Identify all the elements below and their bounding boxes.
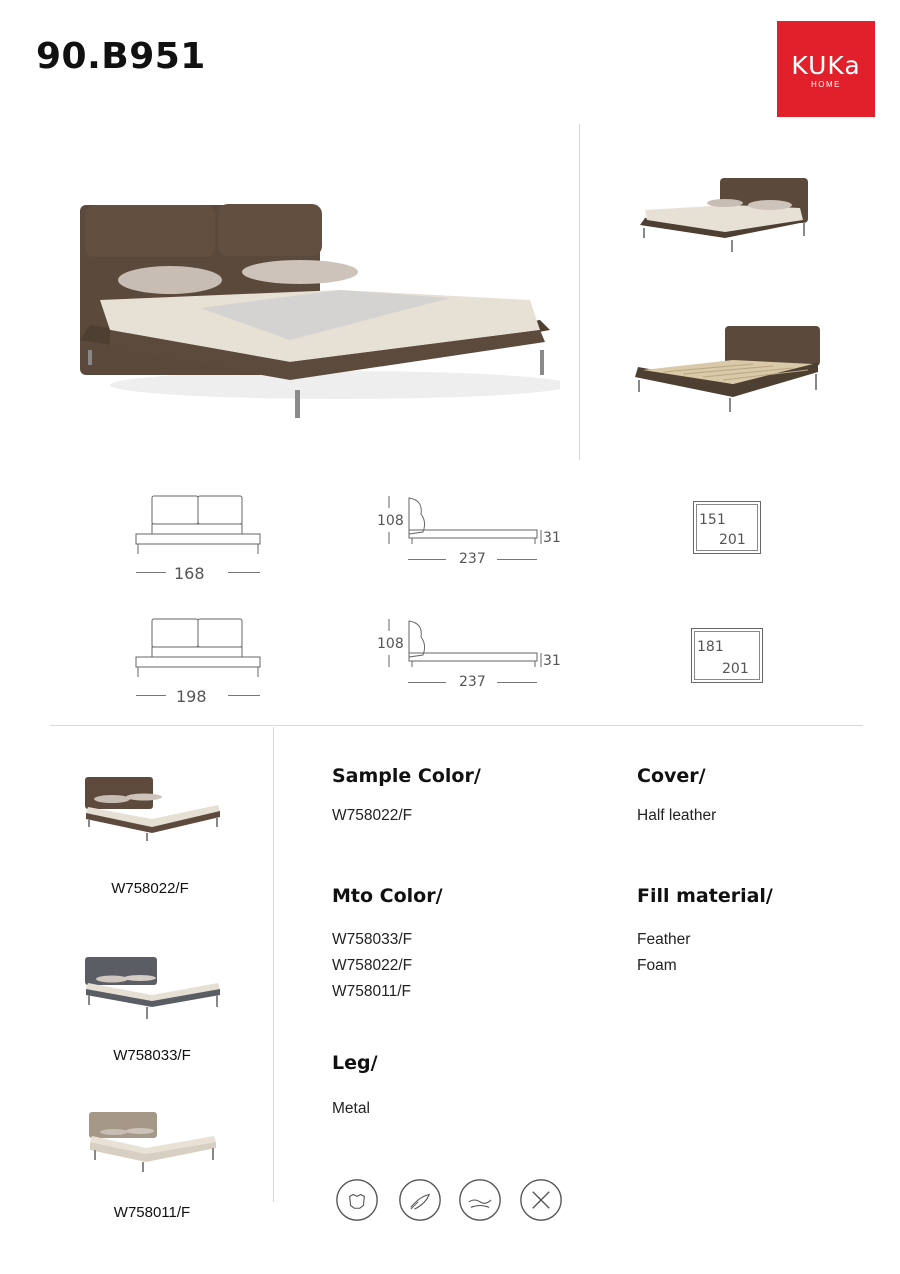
sample-color-heading: Sample Color/ bbox=[332, 765, 481, 787]
fill-material-value-2: Foam bbox=[637, 957, 677, 974]
kuka-logo bbox=[777, 21, 875, 117]
dim-line bbox=[408, 559, 446, 560]
fill-material-value-1: Feather bbox=[637, 931, 691, 948]
cover-heading: Cover/ bbox=[637, 765, 706, 787]
dim-line bbox=[136, 695, 166, 696]
bed-height-2: 108 bbox=[377, 636, 404, 652]
leg-heading: Leg/ bbox=[332, 1052, 378, 1074]
dim-line bbox=[497, 682, 537, 683]
logo-brand: KUKa bbox=[791, 51, 861, 80]
top-grain-leather-icon bbox=[335, 1178, 379, 1222]
leg-value: Metal bbox=[332, 1100, 370, 1117]
swatch-label-3: W758011/F bbox=[113, 1204, 191, 1221]
side-bed-image bbox=[635, 170, 815, 260]
mattress-width-1: 151 bbox=[699, 512, 726, 528]
section-divider bbox=[50, 725, 863, 726]
swatch-divider bbox=[273, 727, 274, 1202]
swatch-image-grey bbox=[82, 955, 224, 1025]
dim-line bbox=[136, 572, 166, 573]
model-code: 90.B951 bbox=[36, 36, 206, 77]
mattress-drawing-2 bbox=[691, 628, 763, 683]
soft-feel-icon bbox=[458, 1178, 502, 1222]
frame-bed-image bbox=[633, 322, 823, 417]
mto-color-value-1: W758033/F bbox=[332, 931, 413, 948]
photo-divider bbox=[579, 124, 580, 460]
leg-height-2: 31 bbox=[543, 653, 561, 669]
dim-line bbox=[408, 682, 446, 683]
main-bed-image bbox=[40, 190, 560, 430]
feather-fiber-icon bbox=[398, 1178, 442, 1222]
sample-color-value: W758022/F bbox=[332, 807, 413, 824]
mto-color-heading: Mto Color/ bbox=[332, 885, 443, 907]
dim-line bbox=[228, 572, 260, 573]
bed-length-1: 237 bbox=[459, 551, 486, 567]
mattress-drawing-1 bbox=[693, 501, 761, 554]
mattress-length-2: 201 bbox=[722, 661, 749, 677]
front-view-drawing-2 bbox=[130, 615, 265, 685]
bed-width-2: 198 bbox=[176, 687, 207, 706]
swatch-image-brown bbox=[82, 775, 224, 845]
mattress-length-1: 201 bbox=[719, 532, 746, 548]
mattress-width-2: 181 bbox=[697, 639, 724, 655]
swatch-label-1: W758022/F bbox=[111, 880, 189, 897]
bed-width-1: 168 bbox=[174, 564, 205, 583]
fill-material-heading: Fill material/ bbox=[637, 885, 773, 907]
bed-height-1: 108 bbox=[377, 513, 404, 529]
bed-length-2: 237 bbox=[459, 674, 486, 690]
dim-line bbox=[497, 559, 537, 560]
leg-height-1: 31 bbox=[543, 530, 561, 546]
logo-sub: HOME bbox=[811, 80, 841, 89]
swatch-label-2: W758033/F bbox=[113, 1047, 191, 1064]
swatch-image-taupe bbox=[86, 1110, 221, 1180]
mto-color-value-3: W758011/F bbox=[332, 983, 411, 1000]
side-view-drawing-2 bbox=[385, 617, 545, 677]
side-view-drawing-1 bbox=[385, 494, 545, 554]
dim-line bbox=[228, 695, 260, 696]
mto-color-value-2: W758022/F bbox=[332, 957, 413, 974]
modern-design-icon bbox=[519, 1178, 563, 1222]
front-view-drawing-1 bbox=[130, 492, 265, 562]
cover-value: Half leather bbox=[637, 807, 717, 824]
